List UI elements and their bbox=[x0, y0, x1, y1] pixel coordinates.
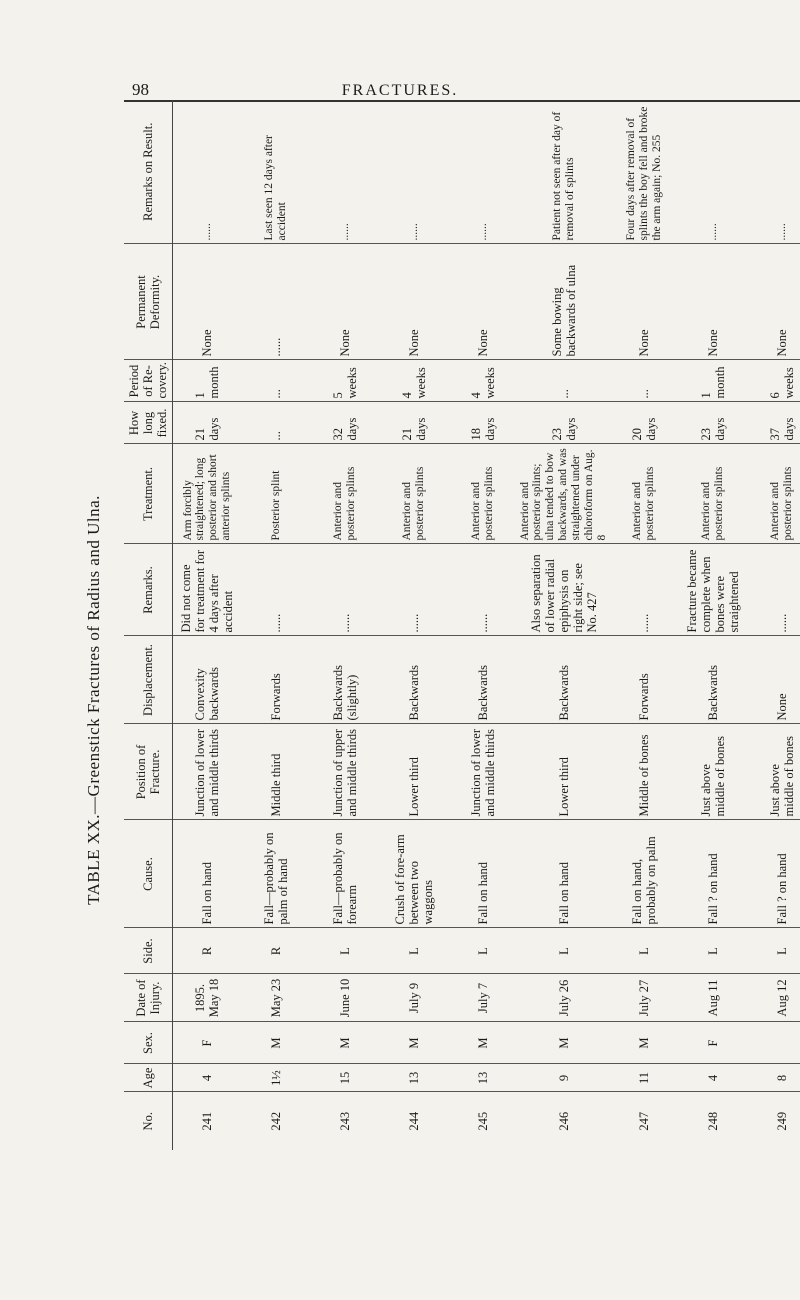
header-row bbox=[124, 100, 173, 1150]
header-how-long: How long fixed. bbox=[124, 402, 173, 444]
cell-result: ...... bbox=[311, 100, 380, 244]
header-cause: Cause. bbox=[124, 820, 173, 928]
cell-treatment: Arm forcibly straightened; long posterior and short anterior splints bbox=[173, 444, 242, 544]
table-row bbox=[173, 100, 242, 1150]
cell-age: 4 bbox=[173, 1064, 242, 1092]
cell-remarks: Fracture became complete when bones were straightened bbox=[679, 544, 748, 636]
cell-how-long: 37 days bbox=[748, 402, 800, 444]
cell-displacement: Backwards (slightly) bbox=[311, 636, 380, 724]
cell-side: R bbox=[242, 928, 311, 974]
cell-displacement: Forwards bbox=[610, 636, 679, 724]
cell-position: Junction of lower and middle thirds bbox=[449, 724, 518, 820]
table-row bbox=[242, 100, 311, 1150]
cell-date: Aug 11 bbox=[679, 974, 748, 1022]
cell-treatment: Anterior and posterior splints bbox=[610, 444, 679, 544]
cell-period: 1 month bbox=[173, 360, 242, 402]
cell-no: 242 bbox=[269, 1111, 283, 1131]
cell-result: Four days after removal of splints the boy fell and broke the arm again; No. 255 bbox=[610, 100, 679, 244]
cell-sex: M bbox=[311, 1022, 380, 1064]
cell-remarks: ...... bbox=[610, 544, 679, 636]
table-row bbox=[518, 100, 610, 1150]
cell-age: 1½ bbox=[242, 1064, 311, 1092]
cell-deformity: None bbox=[748, 244, 800, 360]
cell-remarks: ...... bbox=[449, 544, 518, 636]
cell-cause: Fall on hand bbox=[518, 820, 610, 928]
cell-position: Middle of bones bbox=[610, 724, 679, 820]
cell-date: June 10 bbox=[311, 974, 380, 1022]
cell-age: 15 bbox=[311, 1064, 380, 1092]
cell-how-long: 23 days bbox=[518, 402, 610, 444]
table-title: TABLE XX.—Greenstick Fractures of Radius and Ulna. bbox=[84, 495, 103, 905]
cell-how-long: ... bbox=[242, 402, 311, 444]
cell-deformity: None bbox=[173, 244, 242, 360]
cell-date: Aug 12 bbox=[748, 974, 800, 1022]
cell-no: 241 bbox=[200, 1111, 215, 1131]
cell-how-long: 32 days bbox=[311, 402, 380, 444]
cell-displacement: Backwards bbox=[449, 636, 518, 724]
cell-age: 13 bbox=[449, 1064, 518, 1092]
cell-remarks: ...... bbox=[311, 544, 380, 636]
cell-no: 245 bbox=[476, 1111, 490, 1131]
cell-sex: M bbox=[380, 1022, 449, 1064]
header-no: No. bbox=[124, 1092, 173, 1150]
cell-deformity: Some bowing backwards of ulna bbox=[518, 244, 610, 360]
cell-result: ...... bbox=[380, 100, 449, 244]
cell-cause: Fall—probably on forearm bbox=[311, 820, 380, 928]
cell-result: Last seen 12 days after accident bbox=[242, 100, 311, 244]
cell-side: L bbox=[449, 928, 518, 974]
cell-no: 243 bbox=[338, 1111, 352, 1131]
cell-remarks: ...... bbox=[748, 544, 800, 636]
cell-position: Just above middle of bones bbox=[748, 724, 800, 820]
cell-side: L bbox=[518, 928, 610, 974]
table-row bbox=[449, 100, 518, 1150]
cell-displacement: Convexity backwards bbox=[173, 636, 242, 724]
cell-result: ...... bbox=[449, 100, 518, 244]
cell-cause: Crush of fore-arm between two waggons bbox=[380, 820, 449, 928]
cell-period: 6 weeks bbox=[748, 360, 800, 402]
cell-side: L bbox=[748, 928, 800, 974]
cell-period: 4 weeks bbox=[380, 360, 449, 402]
cell-no: 249 bbox=[775, 1111, 790, 1131]
page-number: 98 bbox=[132, 80, 149, 99]
cell-deformity: None bbox=[610, 244, 679, 360]
cell-displacement: Backwards bbox=[518, 636, 610, 724]
header-result: Remarks on Result. bbox=[124, 100, 173, 244]
header-age: Age bbox=[124, 1064, 173, 1092]
running-head: FRACTURES. bbox=[341, 82, 459, 99]
header-remarks: Remarks. bbox=[124, 544, 173, 636]
cell-treatment: Anterior and posterior splints bbox=[679, 444, 748, 544]
table-row bbox=[610, 100, 679, 1150]
cell-position: Lower third bbox=[518, 724, 610, 820]
cell-sex: M bbox=[518, 1022, 610, 1064]
cell-side: L bbox=[679, 928, 748, 974]
cell-period: ... bbox=[518, 360, 610, 402]
header-position: Position of Fracture. bbox=[124, 724, 173, 820]
cell-deformity: None bbox=[380, 244, 449, 360]
cell-age: 9 bbox=[518, 1064, 610, 1092]
cell-result: ...... bbox=[748, 100, 800, 244]
cell-sex: F bbox=[173, 1022, 242, 1064]
cell-date: July 26 bbox=[518, 974, 610, 1022]
cell-sex: M bbox=[610, 1022, 679, 1064]
cell-period: ... bbox=[610, 360, 679, 402]
cell-period: 1 month bbox=[679, 360, 748, 402]
cell-displacement: None bbox=[748, 636, 800, 724]
cell-age: 8 bbox=[748, 1064, 800, 1092]
cell-date: May 23 bbox=[242, 974, 311, 1022]
cell-position: Junction of lower and middle thirds bbox=[173, 724, 242, 820]
cell-cause: Fall on hand bbox=[173, 820, 242, 928]
cell-cause: Fall ? on hand bbox=[748, 820, 800, 928]
cell-cause: Fall ? on hand bbox=[679, 820, 748, 928]
cell-deformity: None bbox=[449, 244, 518, 360]
cell-position: Junction of upper and middle thirds bbox=[311, 724, 380, 820]
header-deformity: Permanent Deformity. bbox=[124, 244, 173, 360]
cell-date: July 27 bbox=[610, 974, 679, 1022]
header-treatment: Treatment. bbox=[124, 444, 173, 544]
table-row bbox=[679, 100, 748, 1150]
cell-result: ...... bbox=[173, 100, 242, 244]
cell-cause: Fall on hand bbox=[449, 820, 518, 928]
table-row bbox=[380, 100, 449, 1150]
cell-deformity: ...... bbox=[242, 244, 311, 360]
cell-treatment: Posterior splint bbox=[242, 444, 311, 544]
cell-treatment: Anterior and posterior splints; ulna tended to bow backwards, and was straightened under chloroform on Aug. 8 bbox=[518, 444, 610, 544]
cell-sex: M bbox=[449, 1022, 518, 1064]
cell-cause: Fall—probably on palm of hand bbox=[242, 820, 311, 928]
cell-remarks: Did not come for treatment for 4 days after accident bbox=[173, 544, 242, 636]
cell-treatment: Anterior and posterior splints bbox=[380, 444, 449, 544]
header-period: Period of Re-covery. bbox=[124, 360, 173, 402]
cell-age: 13 bbox=[380, 1064, 449, 1092]
cell-age: 11 bbox=[610, 1064, 679, 1092]
cell-no: 246 bbox=[556, 1111, 571, 1131]
cell-treatment: Anterior and posterior splints bbox=[311, 444, 380, 544]
cell-period: 5 weeks bbox=[311, 360, 380, 402]
fractures-table bbox=[124, 100, 800, 1150]
cell-how-long: 20 days bbox=[610, 402, 679, 444]
cell-how-long: 18 days bbox=[449, 402, 518, 444]
cell-no: 244 bbox=[407, 1111, 421, 1131]
cell-how-long: 21 days bbox=[173, 402, 242, 444]
cell-side: R bbox=[173, 928, 242, 974]
cell-result: ...... bbox=[679, 100, 748, 244]
cell-position: Lower third bbox=[380, 724, 449, 820]
cell-result: Patient not seen after day of removal of splints bbox=[518, 100, 610, 244]
cell-cause: Fall on hand, probably on palm bbox=[610, 820, 679, 928]
cell-date: July 7 bbox=[449, 974, 518, 1022]
cell-displacement: Backwards bbox=[679, 636, 748, 724]
cell-date: July 9 bbox=[380, 974, 449, 1022]
cell-position: Just above middle of bones bbox=[679, 724, 748, 820]
table-row bbox=[748, 100, 800, 1150]
header-date: Date of Injury. bbox=[124, 974, 173, 1022]
cell-how-long: 21 days bbox=[380, 402, 449, 444]
cell-how-long: 23 days bbox=[679, 402, 748, 444]
cell-deformity: None bbox=[311, 244, 380, 360]
cell-remarks: ...... bbox=[242, 544, 311, 636]
header-sex: Sex. bbox=[124, 1022, 173, 1064]
cell-period: 4 weeks bbox=[449, 360, 518, 402]
rotated-table-wrapper bbox=[124, 100, 800, 1150]
cell-treatment: Anterior and posterior splints bbox=[449, 444, 518, 544]
cell-no: 248 bbox=[706, 1111, 721, 1131]
cell-treatment: Anterior and posterior splints bbox=[748, 444, 800, 544]
cell-sex bbox=[748, 1022, 800, 1064]
header-displacement: Displacement. bbox=[124, 636, 173, 724]
cell-displacement: Backwards bbox=[380, 636, 449, 724]
cell-remarks: Also separation of lower radial epiphysis on right side; see No. 427 bbox=[518, 544, 610, 636]
cell-position: Middle third bbox=[242, 724, 311, 820]
cell-side: L bbox=[380, 928, 449, 974]
cell-side: L bbox=[311, 928, 380, 974]
cell-remarks: ...... bbox=[380, 544, 449, 636]
cell-displacement: Forwards bbox=[242, 636, 311, 724]
cell-age: 4 bbox=[679, 1064, 748, 1092]
cell-sex: M bbox=[242, 1022, 311, 1064]
cell-period: ... bbox=[242, 360, 311, 402]
cell-date: 1895. May 18 bbox=[173, 974, 242, 1022]
header-side: Side. bbox=[124, 928, 173, 974]
cell-deformity: None bbox=[679, 244, 748, 360]
cell-side: L bbox=[610, 928, 679, 974]
cell-no: 247 bbox=[637, 1111, 652, 1131]
cell-sex: F bbox=[679, 1022, 748, 1064]
table-row bbox=[311, 100, 380, 1150]
